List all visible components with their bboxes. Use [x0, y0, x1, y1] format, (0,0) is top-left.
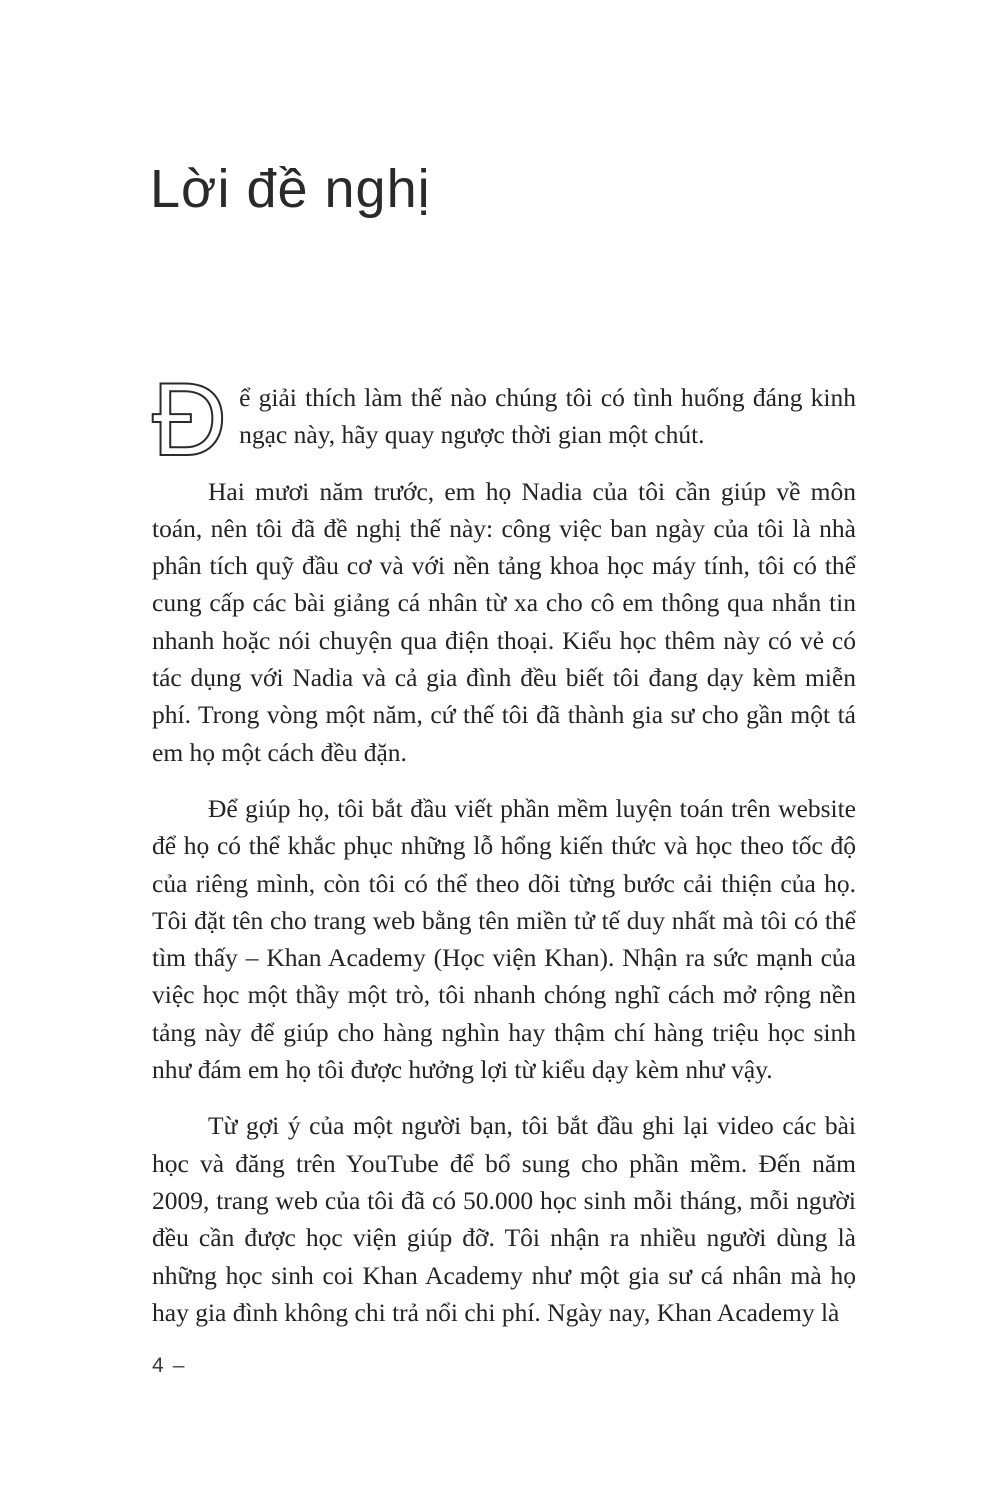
- paragraph: [152, 362, 856, 478]
- paragraph-text: ể giải thích làm thế nào chúng tôi có tình huống đáng kinh ngạc này, hãy quay ngược thời gian một chút.: [239, 383, 856, 450]
- page-footer: [152, 1354, 185, 1378]
- paragraph: Để giúp họ, tôi bắt đầu viết phần mềm luyện toán trên website để họ có thể khắc phục những lỗ hổng kiến thức và học theo tốc độ của riêng mình, còn tôi có thể theo dõi từng bước cải thiện của họ. Tôi đặt tên cho trang web bằng tên miền tử tế duy nhất mà tôi có thể tìm thấy – Khan Academy (Học viện Khan). Nhận ra sức mạnh của việc học một thầy một trò, tôi nhanh chóng nghĩ cách mở rộng nền tảng này để giúp cho hàng nghìn hay thậm chí hàng triệu học sinh như đám em họ tôi được hưởng lợi từ kiểu dạy kèm như vậy.: [152, 793, 856, 1085]
- paragraph: Từ gợi ý của một người bạn, tôi bắt đầu ghi lại video các bài học và đăng trên YouTube để bổ sung cho phần mềm. Đến năm 2009, trang web của tôi đã có 50.000 học sinh mỗi tháng, mỗi người đều cần được học viện giúp đỡ. Tôi nhận ra nhiều người dùng là những học sinh coi Khan Academy như một gia sư cá nhân mà họ hay gia đình không chi trả nổi chi phí. Ngày nay, Khan Academy là: [152, 1111, 856, 1327]
- body-text: [152, 362, 856, 1350]
- paragraph: Hai mươi năm trước, em họ Nadia của tôi cần giúp về môn toán, nên tôi đã đề nghị thế này: công việc ban ngày của tôi là nhà phân tích quỹ đầu cơ và với nền tảng khoa học máy tính, tôi có thể cung cấp các bài giảng cá nhân từ xa cho cô em thông qua nhắn tin nhanh hoặc nói chuyện qua điện thoại. Kiểu học thêm này có vẻ có tác dụng với Nadia và cả gia đình đều biết tôi đang dạy kèm miễn phí. Trong vòng một năm, cứ thế tôi đã thành gia sư cho gần một tá em họ một cách đều đặn.: [152, 476, 856, 767]
- drop-cap-letter: Đ: [152, 362, 228, 478]
- footer-dash: –: [172, 1354, 186, 1377]
- page-title: Lời đề nghị: [150, 159, 431, 219]
- page-number: 4: [152, 1354, 165, 1377]
